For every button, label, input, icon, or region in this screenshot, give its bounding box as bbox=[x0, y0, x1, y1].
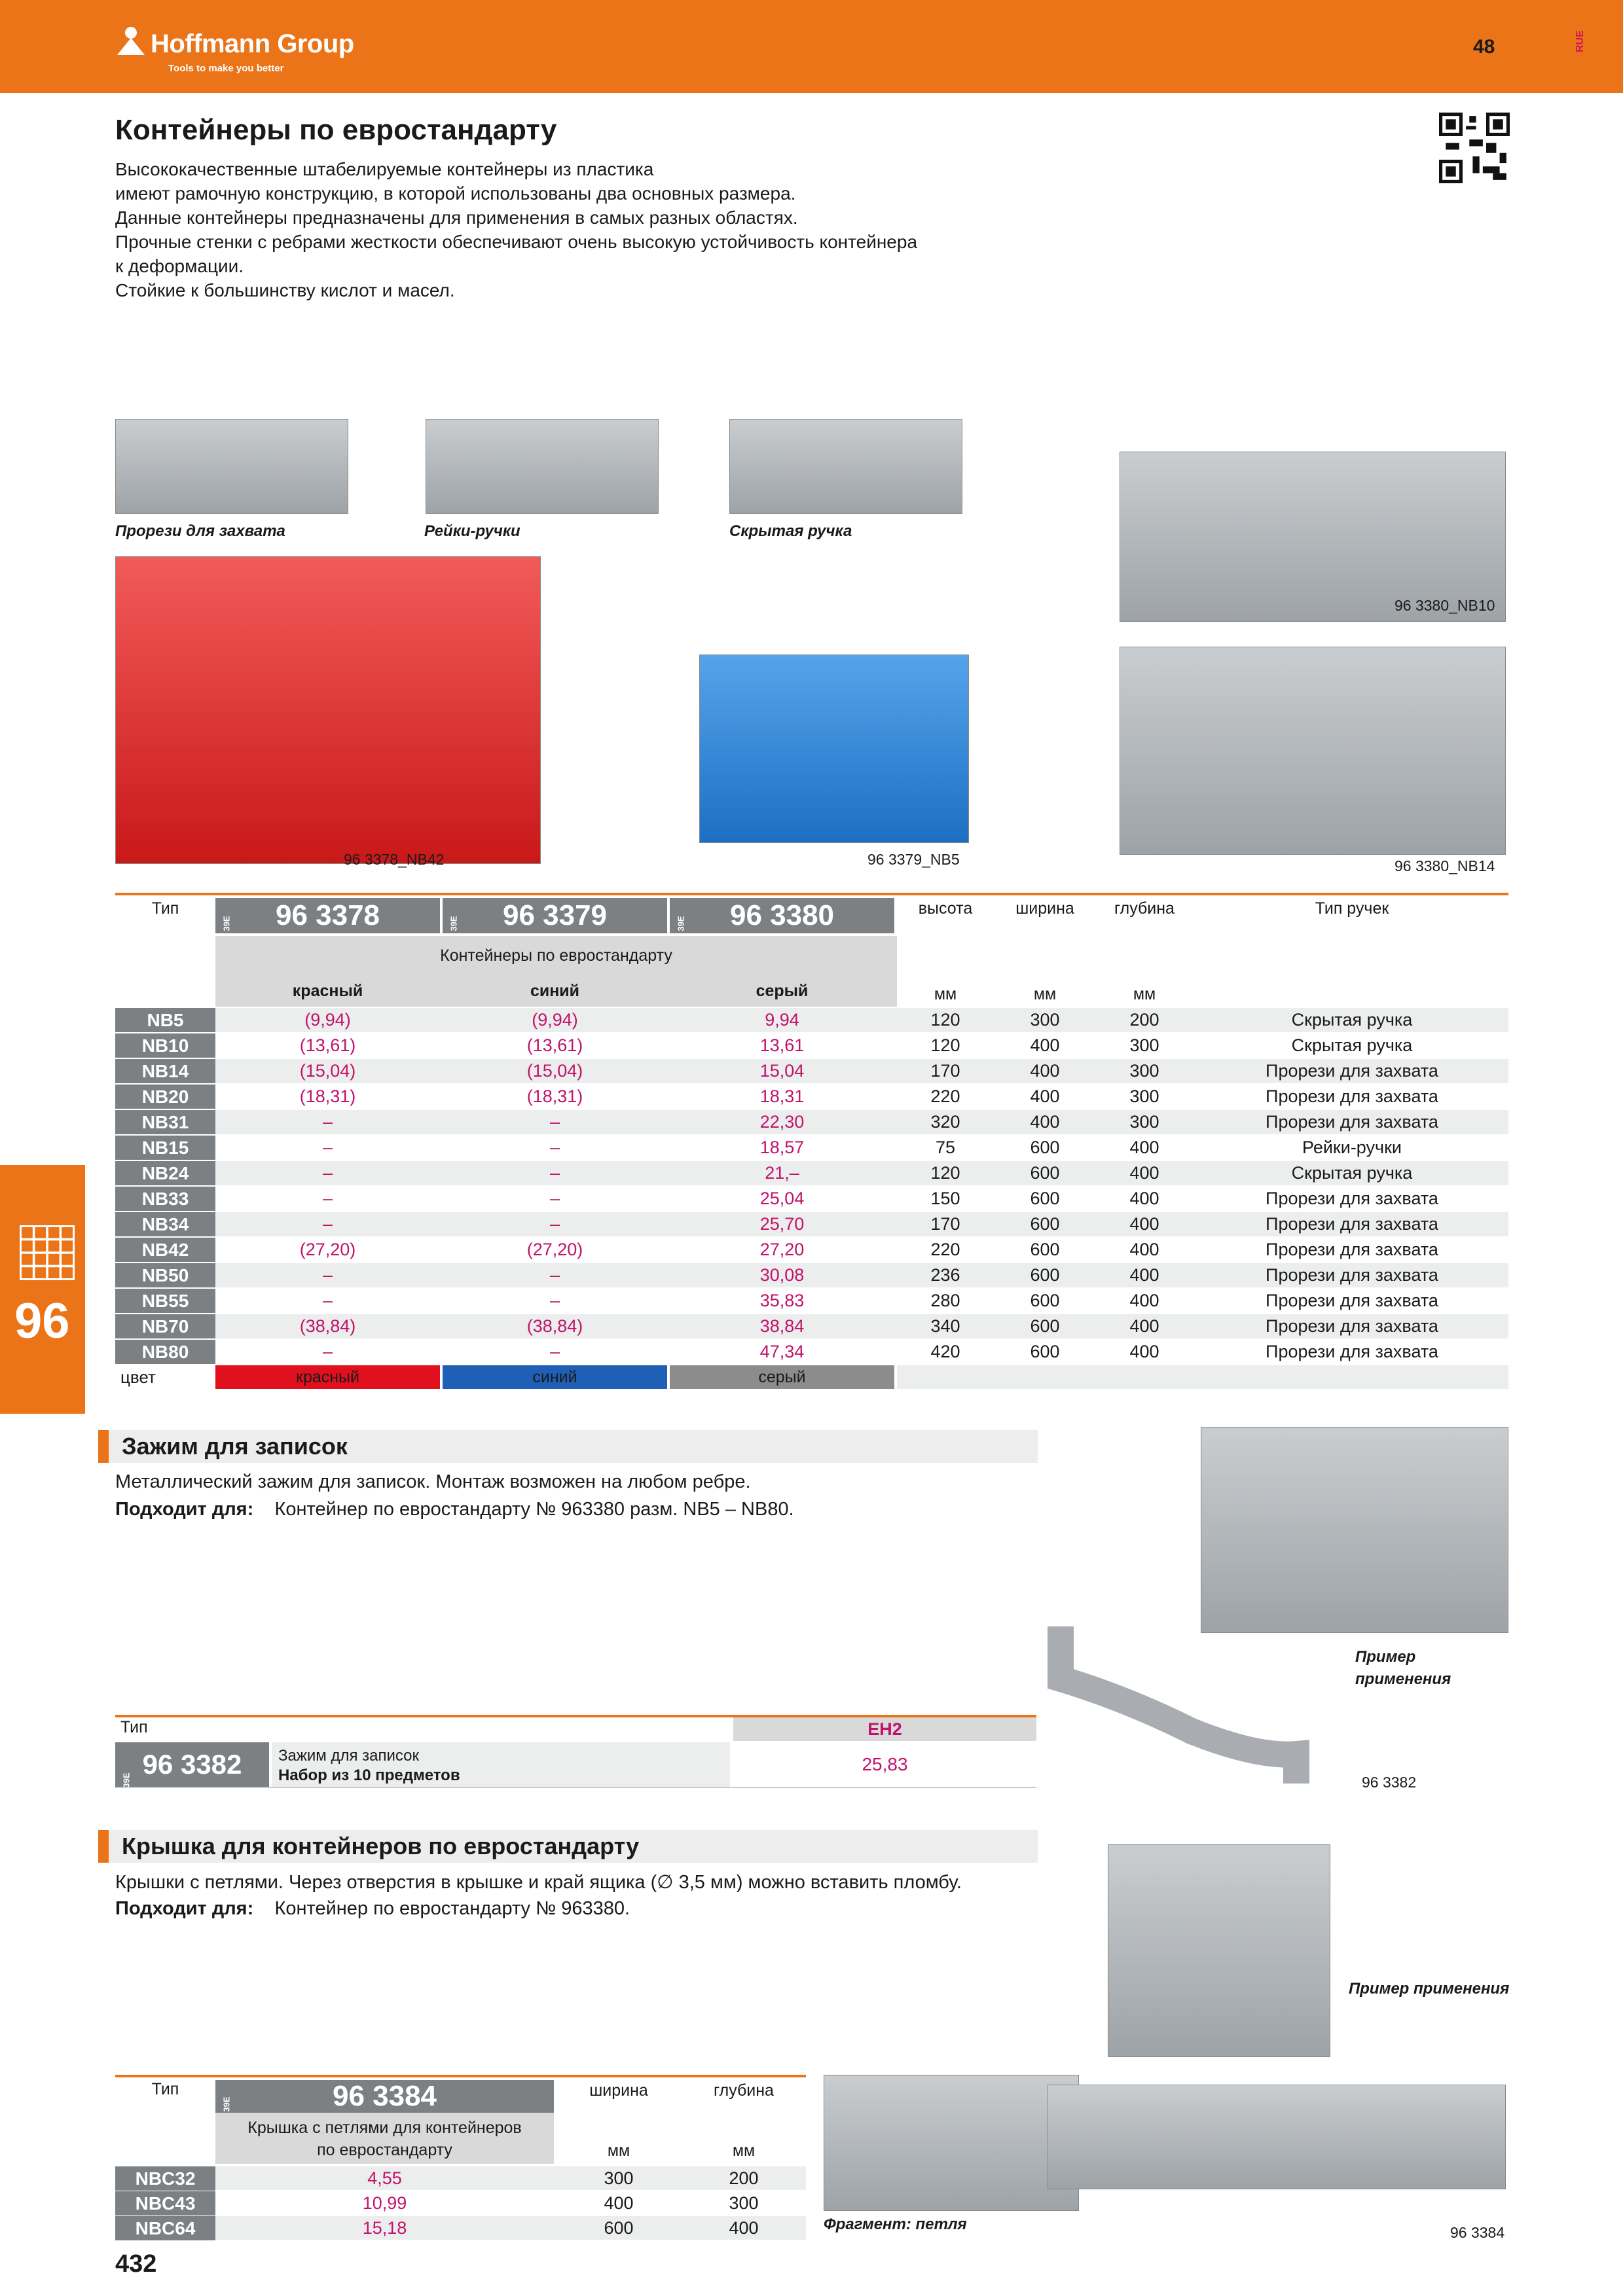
lid-application-photo bbox=[1108, 1844, 1330, 2057]
catalog-page-number: 48 bbox=[1473, 36, 1495, 58]
price-red: – bbox=[322, 1291, 333, 1310]
clip-title: Зажим для записок bbox=[122, 1433, 348, 1460]
price-grey: 25,04 bbox=[759, 1189, 805, 1208]
table-row bbox=[115, 1136, 1508, 1161]
price-blue: – bbox=[549, 1265, 560, 1285]
table-row bbox=[115, 1289, 1508, 1314]
price-red: – bbox=[322, 1189, 333, 1208]
price-red: – bbox=[322, 1214, 333, 1234]
intro-line: Прочные стенки с ребрами жесткости обеспечивают очень высокую устойчивость контейнера bbox=[115, 232, 918, 252]
section-side-tab[interactable] bbox=[0, 1165, 85, 1414]
handle-type-value: Скрытая ручка bbox=[1291, 1010, 1413, 1030]
height-value: 220 bbox=[930, 1086, 960, 1106]
depth-value: 400 bbox=[1129, 1138, 1159, 1157]
price-grey: 13,61 bbox=[759, 1035, 805, 1055]
price-grey: 30,08 bbox=[759, 1265, 805, 1285]
brand-tagline: Tools to make you better bbox=[168, 63, 284, 74]
clip-article-cell bbox=[115, 1742, 269, 1787]
group-label: Контейнеры по евростандарту bbox=[440, 946, 672, 965]
lid-width-value: 600 bbox=[604, 2218, 634, 2238]
lid-photo bbox=[1048, 2085, 1506, 2189]
swatch-blue bbox=[443, 1365, 667, 1389]
price-grey: 25,70 bbox=[759, 1214, 805, 1234]
width-value: 400 bbox=[1030, 1061, 1060, 1081]
clip-section-bar bbox=[98, 1430, 1038, 1463]
clip-type-header: Тип bbox=[120, 1718, 148, 1736]
lid-col-depth: глубина bbox=[714, 2081, 774, 2100]
price-blue: – bbox=[549, 1342, 560, 1361]
lid-name-block bbox=[215, 2113, 554, 2164]
handle-hidden-photo bbox=[729, 419, 962, 514]
container-red-nb42-photo bbox=[115, 556, 541, 864]
unit-depth: мм bbox=[1133, 985, 1156, 1003]
intro-line: Высококачественные штабелируемые контейнеры из пластика bbox=[115, 159, 654, 179]
image-code-nb42: 96 3378_NB42 bbox=[344, 851, 445, 868]
lid-depth-value: 400 bbox=[729, 2218, 759, 2238]
lid-depth-value: 200 bbox=[729, 2168, 759, 2188]
height-value: 170 bbox=[930, 1061, 960, 1081]
width-value: 400 bbox=[1030, 1086, 1060, 1106]
handle-type-value: Скрытая ручка bbox=[1291, 1163, 1413, 1183]
handle-type-value: Прорези для захвата bbox=[1266, 1086, 1438, 1106]
price-grey: 47,34 bbox=[759, 1342, 805, 1361]
table-top-rule bbox=[115, 893, 1508, 895]
handle-type-value: Прорези для захвата bbox=[1266, 1265, 1438, 1285]
table-row bbox=[115, 1085, 1508, 1110]
swatch-red bbox=[215, 1365, 440, 1389]
lid-col-width: ширина bbox=[589, 2081, 648, 2100]
lid-depth-value: 300 bbox=[729, 2193, 759, 2213]
height-value: 75 bbox=[935, 1138, 956, 1157]
col-handle-type-label: Тип ручек bbox=[1315, 899, 1389, 918]
width-value: 600 bbox=[1030, 1240, 1060, 1259]
color-label: цвет bbox=[120, 1367, 156, 1387]
fits-label: Подходит для: bbox=[115, 1898, 254, 1919]
caption-hidden-handle: Скрытая ручка bbox=[729, 522, 852, 540]
lid-price: 4,55 bbox=[367, 2168, 402, 2188]
article-prefix: 39E bbox=[676, 916, 686, 931]
clip-col-header bbox=[733, 1717, 1036, 1741]
lid-unit-depth: мм bbox=[732, 2142, 756, 2160]
price-blue: – bbox=[549, 1138, 560, 1157]
handle-type-value: Прорези для захвата bbox=[1266, 1214, 1438, 1234]
article-header-blue bbox=[443, 898, 667, 933]
height-value: 420 bbox=[930, 1342, 960, 1361]
height-value: 170 bbox=[930, 1214, 960, 1234]
lid-table-top-rule bbox=[115, 2075, 806, 2077]
article-number: 96 3379 bbox=[502, 899, 608, 931]
depth-value: 400 bbox=[1129, 1214, 1159, 1234]
article-prefix: 39E bbox=[448, 916, 459, 931]
price-red: – bbox=[322, 1163, 333, 1183]
clip-image-code: 96 3382 bbox=[1362, 1774, 1417, 1791]
lid-title: Крышка для контейнеров по евростандарту bbox=[122, 1833, 640, 1859]
fits-label: Подходит для: bbox=[115, 1499, 254, 1520]
handle-type-value: Прорези для захвата bbox=[1266, 1112, 1438, 1132]
lid-image-code: 96 3384 bbox=[1450, 2224, 1505, 2241]
brand-name: Hoffmann Group bbox=[151, 29, 354, 58]
price-red: (38,84) bbox=[299, 1316, 356, 1336]
clip-name: Зажим для записок bbox=[278, 1747, 420, 1765]
handle-rail-photo bbox=[426, 419, 659, 514]
depth-value: 400 bbox=[1129, 1189, 1159, 1208]
price-grey: 18,57 bbox=[759, 1138, 805, 1157]
clip-name-cell bbox=[272, 1742, 730, 1787]
language-code: RUE bbox=[1575, 30, 1586, 52]
col-depth-label: глубина bbox=[1114, 899, 1175, 918]
unit-height: мм bbox=[934, 985, 957, 1003]
fits-text: Контейнер по евростандарту № 963380 разм. NB5 – NB80. bbox=[274, 1499, 794, 1520]
depth-value: 200 bbox=[1129, 1010, 1159, 1030]
lid-size-id: NBC64 bbox=[115, 2216, 215, 2240]
table-row bbox=[115, 1212, 1508, 1238]
intro-text bbox=[115, 157, 1032, 302]
image-code-nb5: 96 3379_NB5 bbox=[867, 851, 960, 868]
swatch-blue-label: синий bbox=[532, 1368, 577, 1386]
price-red: (9,94) bbox=[304, 1010, 351, 1030]
handle-type-value: Рейки-ручки bbox=[1302, 1138, 1402, 1157]
table-row bbox=[115, 1187, 1508, 1212]
width-value: 400 bbox=[1030, 1035, 1060, 1055]
handle-type-value: Прорези для захвата bbox=[1266, 1061, 1438, 1081]
size-id: NB31 bbox=[115, 1110, 215, 1134]
height-value: 150 bbox=[930, 1189, 960, 1208]
lid-hinge-photo bbox=[824, 2075, 1079, 2211]
intro-line: Стойкие к большинству кислот и масел. bbox=[115, 280, 455, 300]
footer-page-number: 432 bbox=[115, 2250, 157, 2278]
depth-value: 300 bbox=[1129, 1035, 1159, 1055]
price-red: – bbox=[322, 1265, 333, 1285]
width-value: 600 bbox=[1030, 1342, 1060, 1361]
image-code-nb10: 96 3380_NB10 bbox=[1395, 597, 1495, 614]
container-blue-nb5-photo bbox=[699, 655, 969, 843]
clip-price: 25,83 bbox=[862, 1754, 908, 1774]
price-grey: 21,– bbox=[765, 1163, 799, 1183]
price-red: – bbox=[322, 1342, 333, 1361]
price-blue: (15,04) bbox=[526, 1061, 583, 1081]
handle-type-value: Прорези для захвата bbox=[1266, 1240, 1438, 1259]
col-blue-label: синий bbox=[530, 982, 580, 1000]
handle-type-value: Скрытая ручка bbox=[1291, 1035, 1413, 1055]
clip-application-photo bbox=[1201, 1427, 1508, 1633]
lid-unit-width: мм bbox=[607, 2142, 630, 2160]
price-blue: – bbox=[549, 1112, 560, 1132]
width-value: 600 bbox=[1030, 1214, 1060, 1234]
unit-width: мм bbox=[1033, 985, 1057, 1003]
size-id: NB10 bbox=[115, 1033, 215, 1058]
handle-type-value: Прорези для захвата bbox=[1266, 1342, 1438, 1361]
article-prefix: 39E bbox=[221, 916, 232, 931]
price-blue: – bbox=[549, 1189, 560, 1208]
clip-row bbox=[115, 1742, 1036, 1788]
price-red: – bbox=[322, 1138, 333, 1157]
price-red: (13,61) bbox=[299, 1035, 356, 1055]
price-grey: 9,94 bbox=[765, 1010, 799, 1030]
table-row bbox=[115, 1008, 1508, 1033]
handle-type-value: Прорези для захвата bbox=[1266, 1291, 1438, 1310]
col-width-label: ширина bbox=[1015, 899, 1074, 918]
type-header: Тип bbox=[151, 899, 179, 918]
price-red: – bbox=[322, 1112, 333, 1132]
table-row bbox=[115, 1059, 1508, 1085]
width-value: 600 bbox=[1030, 1163, 1060, 1183]
swatch-grey-label: серый bbox=[758, 1368, 806, 1386]
image-code-nb14: 96 3380_NB14 bbox=[1395, 857, 1495, 874]
depth-value: 400 bbox=[1129, 1163, 1159, 1183]
width-value: 600 bbox=[1030, 1138, 1060, 1157]
price-grey: 27,20 bbox=[759, 1240, 805, 1259]
hoffmann-logo-icon bbox=[115, 25, 147, 58]
article-number: 96 3378 bbox=[275, 899, 380, 931]
lid-width-value: 300 bbox=[604, 2168, 634, 2188]
price-grey: 18,31 bbox=[759, 1086, 805, 1106]
clip-article-number: 96 3382 bbox=[142, 1749, 242, 1780]
lid-fits bbox=[115, 1898, 630, 1920]
price-red: (18,31) bbox=[299, 1086, 356, 1106]
width-value: 600 bbox=[1030, 1291, 1060, 1310]
col-height-label: высота bbox=[918, 899, 973, 918]
price-grey: 38,84 bbox=[759, 1316, 805, 1336]
height-value: 120 bbox=[930, 1163, 960, 1183]
table-row bbox=[115, 1161, 1508, 1187]
width-value: 400 bbox=[1030, 1112, 1060, 1132]
depth-value: 400 bbox=[1129, 1240, 1159, 1259]
lid-type-header: Тип bbox=[151, 2080, 179, 2098]
clip-example-caption bbox=[1355, 1646, 1451, 1691]
height-value: 236 bbox=[930, 1265, 960, 1285]
article-prefix: 39E bbox=[121, 1772, 132, 1788]
price-blue: – bbox=[549, 1163, 560, 1183]
depth-value: 400 bbox=[1129, 1291, 1159, 1310]
size-id: NB33 bbox=[115, 1187, 215, 1211]
size-id: NB70 bbox=[115, 1314, 215, 1338]
section-number: 96 bbox=[14, 1293, 70, 1349]
col-grey-label: серый bbox=[756, 982, 809, 1000]
swatch-grey bbox=[670, 1365, 894, 1389]
table-row bbox=[115, 2216, 806, 2241]
example-line: Пример bbox=[1355, 1648, 1416, 1666]
price-blue: (38,84) bbox=[526, 1316, 583, 1336]
table-row bbox=[115, 2166, 806, 2191]
width-value: 300 bbox=[1030, 1010, 1060, 1030]
height-value: 220 bbox=[930, 1240, 960, 1259]
width-value: 600 bbox=[1030, 1189, 1060, 1208]
lid-width-value: 400 bbox=[604, 2193, 634, 2213]
handle-type-value: Прорези для захвата bbox=[1266, 1189, 1438, 1208]
article-header-red bbox=[215, 898, 440, 933]
size-id: NB20 bbox=[115, 1085, 215, 1109]
intro-line: к деформации. bbox=[115, 256, 244, 276]
intro-line: Данные контейнеры предназначены для применения в самых разных областях. bbox=[115, 207, 798, 228]
clip-col-label: EH2 bbox=[867, 1719, 902, 1739]
lid-example-caption: Пример применения bbox=[1349, 1980, 1510, 1998]
price-blue: (9,94) bbox=[532, 1010, 578, 1030]
lid-description: Крышки с петлями. Через отверстия в крышке и край ящика (∅ 3,5 мм) можно вставить пломбу. bbox=[115, 1872, 962, 1893]
handle-type-value: Прорези для захвата bbox=[1266, 1316, 1438, 1336]
col-red-label: красный bbox=[292, 982, 363, 1000]
clip-description: Металлический зажим для записок. Монтаж возможен на любом ребре. bbox=[115, 1471, 751, 1492]
color-row bbox=[115, 1365, 1508, 1389]
page-title: Контейнеры по евростандарту bbox=[115, 114, 557, 146]
container-nb14-photo bbox=[1120, 647, 1506, 855]
lid-article-number: 96 3384 bbox=[332, 2080, 437, 2112]
table-row bbox=[115, 1033, 1508, 1059]
lid-price: 10,99 bbox=[362, 2193, 407, 2213]
caption-rail-handles: Рейки-ручки bbox=[424, 522, 520, 540]
height-value: 280 bbox=[930, 1291, 960, 1310]
price-red: (15,04) bbox=[299, 1061, 356, 1081]
lid-size-id: NBC43 bbox=[115, 2191, 215, 2215]
price-grey: 22,30 bbox=[759, 1112, 805, 1132]
clip-set: Набор из 10 предметов bbox=[278, 1767, 460, 1784]
size-id: NB55 bbox=[115, 1289, 215, 1313]
height-value: 120 bbox=[930, 1035, 960, 1055]
table-row bbox=[115, 1263, 1508, 1289]
depth-value: 400 bbox=[1129, 1265, 1159, 1285]
size-id: NB80 bbox=[115, 1340, 215, 1364]
color-row-filler bbox=[897, 1365, 1508, 1389]
article-prefix: 39E bbox=[221, 2096, 232, 2112]
height-value: 120 bbox=[930, 1010, 960, 1030]
container-nb10-photo bbox=[1120, 452, 1506, 622]
grid-icon bbox=[20, 1225, 75, 1280]
price-blue: – bbox=[549, 1291, 560, 1310]
height-value: 340 bbox=[930, 1316, 960, 1336]
lid-article-header bbox=[215, 2080, 554, 2113]
depth-value: 400 bbox=[1129, 1342, 1159, 1361]
lid-name-line: по евростандарту bbox=[317, 2141, 452, 2159]
note-clip-photo bbox=[1048, 1620, 1336, 1784]
fits-text: Контейнер по евростандарту № 963380. bbox=[274, 1898, 630, 1919]
lid-price: 15,18 bbox=[362, 2218, 407, 2238]
depth-value: 400 bbox=[1129, 1316, 1159, 1336]
size-id: NB50 bbox=[115, 1263, 215, 1287]
size-id: NB5 bbox=[115, 1008, 215, 1032]
size-id: NB24 bbox=[115, 1161, 215, 1185]
table-row bbox=[115, 2191, 806, 2216]
lid-name-line: Крышка с петлями для контейнеров bbox=[247, 2119, 522, 2137]
width-value: 600 bbox=[1030, 1265, 1060, 1285]
price-grey: 15,04 bbox=[759, 1061, 805, 1081]
size-id: NB42 bbox=[115, 1238, 215, 1262]
table-row bbox=[115, 1340, 1508, 1365]
example-line: применения bbox=[1355, 1670, 1451, 1688]
size-id: NB15 bbox=[115, 1136, 215, 1160]
table-row bbox=[115, 1314, 1508, 1340]
price-blue: (18,31) bbox=[526, 1086, 583, 1106]
price-blue: (13,61) bbox=[526, 1035, 583, 1055]
depth-value: 300 bbox=[1129, 1086, 1159, 1106]
qr-code-icon[interactable] bbox=[1439, 113, 1510, 183]
lid-size-id: NBC32 bbox=[115, 2166, 215, 2191]
lid-fragment-caption: Фрагмент: петля bbox=[824, 2215, 967, 2233]
table-row bbox=[115, 1238, 1508, 1263]
lid-section-bar bbox=[98, 1830, 1038, 1863]
size-id: NB14 bbox=[115, 1059, 215, 1083]
height-value: 320 bbox=[930, 1112, 960, 1132]
width-value: 600 bbox=[1030, 1316, 1060, 1336]
price-blue: (27,20) bbox=[526, 1240, 583, 1259]
depth-value: 300 bbox=[1129, 1112, 1159, 1132]
article-number: 96 3380 bbox=[729, 899, 835, 931]
price-red: (27,20) bbox=[299, 1240, 356, 1259]
clip-fits bbox=[115, 1499, 794, 1520]
depth-value: 300 bbox=[1129, 1061, 1159, 1081]
swatch-red-label: красный bbox=[296, 1368, 359, 1386]
price-grey: 35,83 bbox=[759, 1291, 805, 1310]
table-row bbox=[115, 1110, 1508, 1136]
caption-grip-slots: Прорези для захвата bbox=[115, 522, 285, 540]
article-header-grey bbox=[670, 898, 894, 933]
intro-line: имеют рамочную конструкцию, в которой использованы два основных размера. bbox=[115, 183, 796, 204]
size-id: NB34 bbox=[115, 1212, 215, 1236]
price-blue: – bbox=[549, 1214, 560, 1234]
handle-grip-photo bbox=[115, 419, 348, 514]
